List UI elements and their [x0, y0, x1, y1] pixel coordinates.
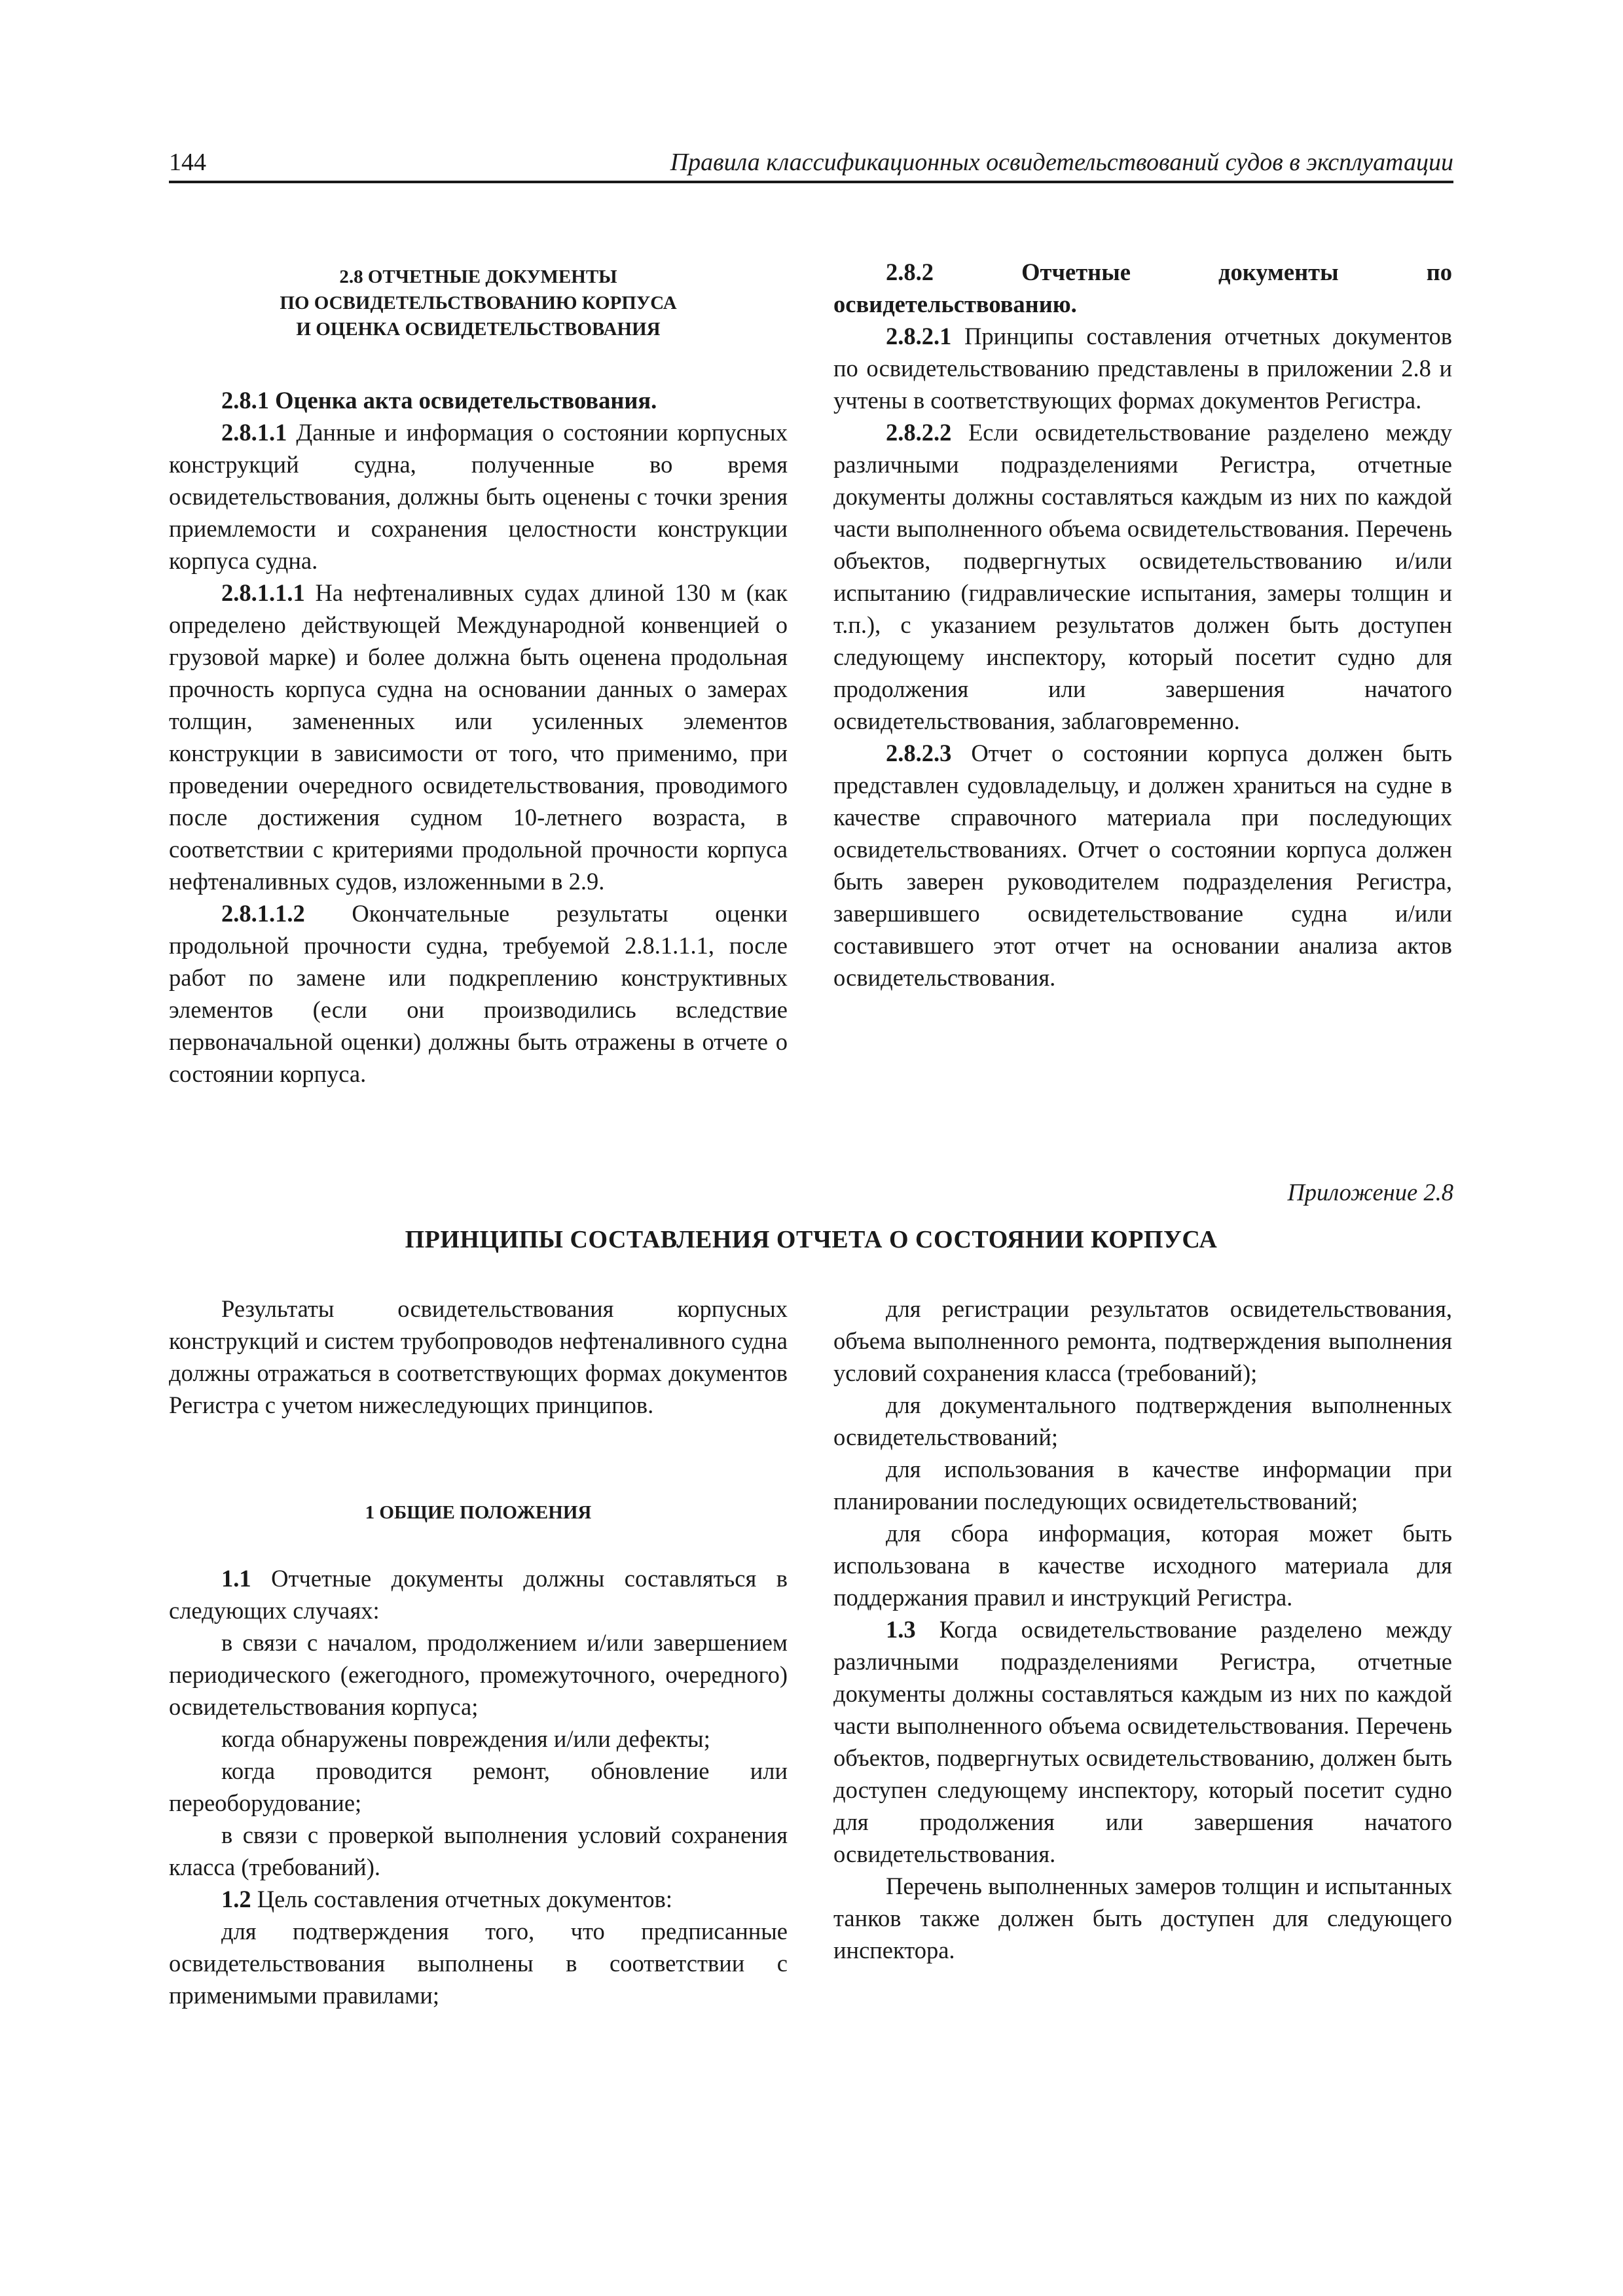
right-column-top — [833, 256, 1452, 994]
clause-number: 1.3 — [886, 1616, 916, 1643]
right-column-bottom — [833, 1293, 1452, 1966]
clause-text: Отчетные документы должны составляться в следующих случаях: — [169, 1565, 788, 1624]
appendix-label: Приложение 2.8 — [1287, 1179, 1453, 1206]
list-item: для документального подтверждения выполненных освидетельствований; — [833, 1391, 1452, 1450]
clause-number: 1.2 — [221, 1886, 251, 1912]
clause-text: Цель составления отчетных документов: — [251, 1886, 672, 1912]
running-title: Правила классификационных освидетельствований судов в эксплуатации — [670, 149, 1453, 176]
paragraph-1-1 — [169, 1562, 788, 1626]
paragraph-2-8-2-2 — [833, 416, 1452, 737]
paragraph-2-8-1-1 — [169, 416, 788, 577]
list-item: для подтверждения того, что предписанные освидетельствования выполнены в соответствии с применимыми правилами; — [169, 1918, 788, 2009]
subheading-2-8-1: 2.8.1 Оценка акта освидетельствования. — [221, 387, 657, 414]
subheading-2-8-2: 2.8.2 Отчетные документы по освидетельствованию. — [833, 259, 1452, 317]
page-number: 144 — [169, 149, 206, 176]
paragraph-2-8-1-1-1 — [169, 577, 788, 897]
list-item: для использования в качестве информации при планировании последующих освидетельствований; — [833, 1456, 1452, 1515]
clause-number: 2.8.2.3 — [886, 740, 952, 766]
clause-number: 1.1 — [221, 1565, 251, 1592]
clause-number: 2.8.1.1 — [221, 419, 287, 446]
section-title-line: ПО ОСВИДЕТЕЛЬСТВОВАНИЮ КОРПУСА — [280, 293, 677, 314]
appendix-title: ПРИНЦИПЫ СОСТАВЛЕНИЯ ОТЧЕТА О СОСТОЯНИИ КОРПУСА — [405, 1226, 1218, 1253]
page-header — [169, 141, 1453, 183]
paragraph-1-2 — [169, 1883, 788, 1915]
section-title-line: И ОЦЕНКА ОСВИДЕТЕЛЬСТВОВАНИЯ — [296, 319, 661, 340]
paragraph-2-8-2-3 — [833, 737, 1452, 994]
left-column-top — [169, 264, 788, 1090]
list-item: когда проводится ремонт, обновление или переоборудование; — [169, 1757, 788, 1816]
list-item: в связи с проверкой выполнения условий сохранения класса (требований). — [169, 1821, 788, 1880]
closing-paragraph: Перечень выполненных замеров толщин и испытанных танков также должен быть доступен для следующего инспектора. — [833, 1873, 1452, 1964]
section-title-line: 2.8 ОТЧЕТНЫЕ ДОКУМЕНТЫ — [339, 266, 617, 287]
clause-number: 2.8.1.1.2 — [221, 900, 305, 927]
clause-text: Отчет о состоянии корпуса должен быть представлен судовладельцу, и должен храниться на судне в качестве справочного материала при последующих освидетельствованиях. Отчет о состоянии корпуса должен быть заверен руководителем подразделения Регистра, завершившего освидетельствование судна и/или составившего этот отчет на основании анализа актов освидетельствования. — [833, 740, 1452, 991]
section-title-general: 1 ОБЩИЕ ПОЛОЖЕНИЯ — [365, 1502, 592, 1523]
paragraph-2-8-1-1-2 — [169, 897, 788, 1090]
left-column-bottom — [169, 1293, 788, 2011]
clause-number: 2.8.2.2 — [886, 419, 952, 446]
list-item: когда обнаружены повреждения и/или дефекты; — [221, 1725, 710, 1752]
paragraph-1-3 — [833, 1613, 1452, 1870]
clause-text: Принципы составления отчетных документов по освидетельствованию представлены в приложении 2.8 и учтены в соответствующих формах документов Регистра. — [833, 323, 1452, 414]
clause-text: Данные и информация о состоянии корпусных конструкций судна, полученные во время освидетельствования, должны быть оценены с точки зрения приемлемости и сохранения целостности конструкции корпуса судна. — [169, 419, 788, 574]
clause-text: Когда освидетельствование разделено между различными подразделениями Регистра, отчетные документы должны составляться каждым из них по каждой части выполненного объема освидетельствования. Перечень объектов, подвергнутых освидетельствованию, должен быть доступен следующему инспектору, который посетит судно для продолжения или завершения начатого освидетельствования. — [833, 1616, 1452, 1867]
clause-number: 2.8.2.1 — [886, 323, 952, 350]
list-item: в связи с началом, продолжением и/или завершением периодического (ежегодного, промежуточного, очередного) освидетельствования корпуса; — [169, 1629, 788, 1720]
paragraph-2-8-2-1 — [833, 320, 1452, 416]
clause-text: На нефтеналивных судах длиной 130 м (как определено действующей Международной конвенцией о грузовой марке) и более должна быть оценена продольная прочность корпуса судна на основании данных о замерах толщин, замененных или усиленных элементов конструкции в зависимости от того, что применимо, при проведении очередного освидетельствования, проводимого после достижения судном 10-летнего возраста, в соответствии с критериями продольной прочности корпуса нефтеналивных судов, изложенными в 2.9. — [169, 579, 788, 895]
clause-text: Если освидетельствование разделено между различными подразделениями Регистра, отчетные документы должны составляться каждым из них по каждой части выполненного объема освидетельствования. Перечень объектов, подвергнутых освидетельствованию и/или испытанию (гидравлические испытания, замеры толщин и т.п.), с указанием результатов должен быть доступен следующему инспектору, который посетит судно для продолжения или завершения начатого освидетельствования, заблаговременно. — [833, 419, 1452, 734]
list-item: для сбора информация, которая может быть использована в качестве исходного материала для поддержания правил и инструкций Регистра. — [833, 1520, 1452, 1611]
intro-paragraph: Результаты освидетельствования корпусных конструкций и систем трубопроводов нефтеналивного судна должны отражаться в соответствующих формах документов Регистра с учетом нижеследующих принципов. — [169, 1295, 788, 1418]
clause-number: 2.8.1.1.1 — [221, 579, 305, 606]
list-item: для регистрации результатов освидетельствования, объема выполненного ремонта, подтверждения выполнения условий сохранения класса (требований); — [833, 1295, 1452, 1386]
clause-text: Окончательные результаты оценки продольной прочности судна, требуемой 2.8.1.1.1, после работ по замене или подкреплению конструктивных элементов (если они производились вследствие первоначальной оценки) должны быть отражены в отчете о состоянии корпуса. — [169, 900, 788, 1087]
